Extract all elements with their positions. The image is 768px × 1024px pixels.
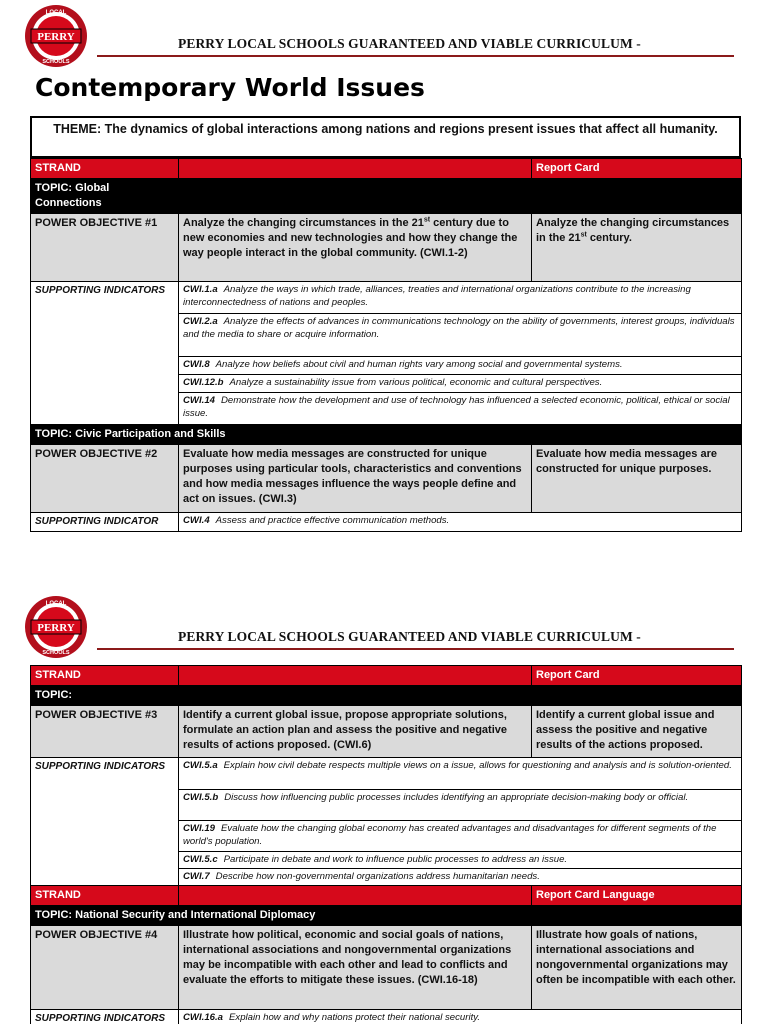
svg-text:LOCAL: LOCAL [45,601,67,607]
indicator-item: CWI.5.c Participate in debate and work to influence public processes to address an issue. [179,852,742,869]
header-title: PERRY LOCAL SCHOOLS GUARANTEED AND VIABLE CURRICULUM - [178,36,641,51]
report-card-text: Analyze the changing circumstances in the 21st century. [532,214,742,282]
power-objective-text: Analyze the changing circumstances in the 21st century due to new economies and new technologies and how they change the way people interact in the global community. (CWI.1-2) [179,214,532,282]
curriculum-table-page1 [30,158,742,532]
strand-row [31,666,742,686]
topic-row [31,686,742,706]
power-objective-label: POWER OBJECTIVE #4 [31,926,179,1010]
topic-label: TOPIC: National Security and International Diplomacy [31,906,742,926]
svg-text:LOCAL: LOCAL [45,10,67,16]
power-objective-text: Identify a current global issue, propose appropriate solutions, formulate an action plan and assess the positive and negative results of actions proposed. (CWI.6) [179,706,532,758]
strand-label: STRAND [31,886,179,906]
theme-box: THEME: The dynamics of global interactions among nations and regions present issues that affect all humanity. [30,116,741,158]
power-objective-row [31,706,742,758]
header-rule [97,55,734,57]
indicator-item: CWI.12.b Analyze a sustainability issue from various political, economic and cultural perspectives. [179,375,742,393]
power-objective-text: Evaluate how media messages are constructed for unique purposes using particular tools, characteristics and conventions and how media messages influence the ways people define and act on issues. (CWI.3) [179,445,532,513]
power-objective-label: POWER OBJECTIVE #2 [31,445,179,513]
power-objective-row [31,445,742,513]
supporting-indicators-label: SUPPORTING INDICATORS [31,758,179,886]
report-card-text: Identify a current global issue and assess the positive and negative results of the actions proposed. [532,706,742,758]
curriculum-table-page2 [30,665,742,1024]
indicator-item: CWI.5.a Explain how civil debate respects multiple views on a issue, allows for questioning and analysis and is solution-oriented. [179,758,742,790]
indicator-item: CWI.16.a Explain how and why nations protect their national security. [179,1010,742,1024]
indicator-item: CWI.5.b Discuss how influencing public processes includes identifying an appropriate decision-making body or official. [179,790,742,821]
topic-row [31,906,742,926]
svg-text:SCHOOLS: SCHOOLS [42,650,70,656]
power-objective-label: POWER OBJECTIVE #1 [31,214,179,282]
topic-label: TOPIC: [31,686,742,706]
header-rule [97,648,734,650]
topic-row [31,425,742,445]
svg-text:PERRY: PERRY [37,622,75,634]
indicator-item: CWI.19 Evaluate how the changing global economy has created advantages and disadvantages for different segments of the world's population. [179,821,742,852]
strand-label: STRAND [31,159,179,179]
header-title: PERRY LOCAL SCHOOLS GUARANTEED AND VIABLE CURRICULUM - [178,629,641,644]
indicator-item: CWI.7 Describe how non-governmental organizations address humanitarian needs. [179,869,742,886]
power-objective-label: POWER OBJECTIVE #3 [31,706,179,758]
power-objective-row [31,214,742,282]
strand-row [31,886,742,906]
topic-label: TOPIC: Civic Participation and Skills [31,425,742,445]
indicator-item: CWI.14 Demonstrate how the development and use of technology has influenced a selected economic, political, ethical or social issue. [179,393,742,425]
report-card-text: Evaluate how media messages are constructed for unique purposes. [532,445,742,513]
supporting-row [31,513,742,532]
indicator-item: CWI.1.a Analyze the ways in which trade, alliances, treaties and international organizations contribute to the increasing interconnectedness of nations and peoples. [179,282,742,314]
strand-row [31,159,742,179]
supporting-indicator-label: SUPPORTING INDICATOR [31,513,179,532]
supporting-row [31,758,742,790]
supporting-row [31,282,742,314]
supporting-indicators-label: SUPPORTING INDICATORS [31,1010,179,1024]
supporting-row [31,1010,742,1024]
strand-label: STRAND [31,666,179,686]
school-logo [23,3,89,69]
supporting-indicators-label: SUPPORTING INDICATORS [31,282,179,425]
topic-row [31,179,742,214]
report-card-language-label: Report Card Language [532,886,742,906]
power-objective-row [31,926,742,1010]
report-card-label: Report Card [532,159,742,179]
indicator-item: CWI.2.a Analyze the effects of advances in communications technology on the ability of governments, interest groups, individuals and the media to share or acquire information. [179,314,742,357]
svg-text:PERRY: PERRY [37,31,75,43]
indicator-item: CWI.4 Assess and practice effective communication methods. [179,513,742,532]
indicator-item: CWI.8 Analyze how beliefs about civil and human rights vary among social and governmental systems. [179,357,742,375]
report-card-text: Illustrate how goals of nations, international associations and nongovernmental organizations may often be incompatible with each other. [532,926,742,1010]
school-logo [23,594,89,660]
topic-label: TOPIC: Global Connections [31,179,179,214]
svg-text:SCHOOLS: SCHOOLS [42,59,70,65]
report-card-label: Report Card [532,666,742,686]
power-objective-text: Illustrate how political, economic and social goals of nations, international associations and nongovernmental organizations may be incompatible with each other and lead to conflicts and evaluate the efforts to mitigate these issues. (CWI.16-18) [179,926,532,1010]
document-title: Contemporary World Issues [35,73,425,102]
